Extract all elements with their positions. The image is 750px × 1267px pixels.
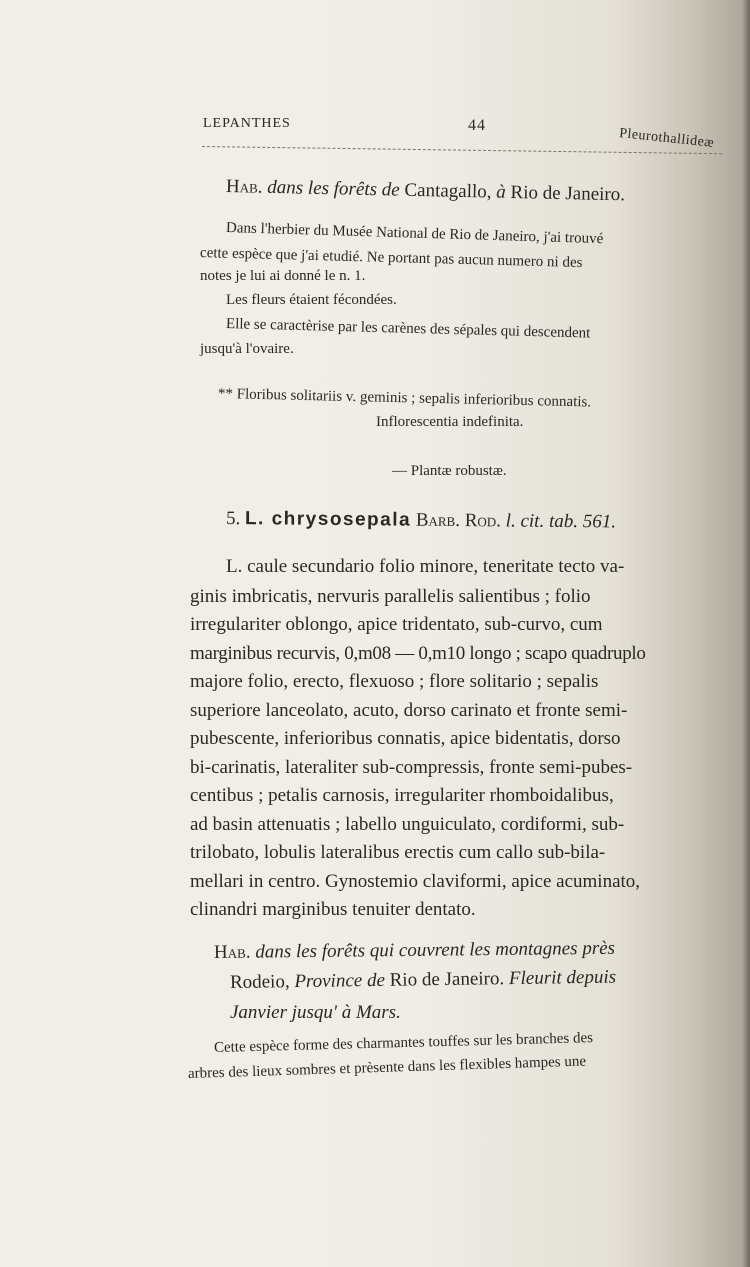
hab-label: Hab. (225, 176, 263, 198)
note-line: jusqu'à l'ovaire. (200, 341, 294, 357)
hab-place: Cantagallo, (404, 179, 492, 203)
header-rule (202, 146, 722, 154)
hab-label: Hab. (213, 941, 251, 963)
note-line: Cette espèce forme des charmantes touffes sur les branches des (213, 1030, 594, 1056)
species-name: L. chrysosepala (244, 508, 412, 531)
description-line: superiore lanceolato, acuto, dorso carinato et fronte semi- (190, 700, 628, 721)
habitat-line-4: Janvier jusqu' à Mars. (230, 1002, 401, 1023)
description-line: ginis imbricatis, nervuris parallelis salientibus ; folio (190, 586, 591, 607)
hab-a: à (496, 181, 506, 203)
habitat-line-2 (214, 938, 615, 964)
group-diagnosis-3: — Plantæ robustæ. (392, 463, 507, 479)
note-line: notes je lui ai donné le n. 1. (200, 268, 366, 284)
description-line: clinandri marginibus tenuiter dentato. (190, 899, 476, 920)
hab-place: Rodeio, (229, 971, 290, 993)
note-line: Elle se caractèrise par les carènes des sépales qui descendent (225, 316, 591, 342)
description-line: bi-carinatis, lateraliter sub-compressis, fronte semi-pubes- (190, 757, 633, 778)
description-line: mellari in centro. Gynostemio claviformi, apice acuminato, (190, 871, 641, 892)
species-number: 5. (225, 508, 241, 530)
book-gutter-shadow (742, 0, 750, 1267)
running-head-genus: LEPANTHES (203, 116, 291, 131)
note-line: Les fleurs étaient fécondées. (226, 292, 397, 308)
hab-flowering: Fleurit depuis (508, 966, 617, 990)
group-diagnosis: ** Floribus solitariis v. geminis ; sepalis inferioribus connatis. (217, 386, 592, 411)
species-reference: l. cit. tab. 561. (505, 510, 617, 533)
description-line: irregulariter oblongo, apice tridentato, sub-curvo, cum (190, 614, 603, 635)
page-number: 44 (468, 117, 486, 134)
note-line: cette espèce que j'ai etudié. Ne portant pas aucun numero ni des (199, 245, 583, 272)
habitat-line-3 (230, 967, 616, 994)
note-line: arbres des lieux sombres et prèsente dans les flexibles hampes une (187, 1053, 587, 1082)
description-line: trilobato, lobulis lateralibus erectis cum callo sub-bila- (190, 842, 606, 863)
description-line: pubescente, inferioribus connatis, apice bidentatis, dorso (190, 728, 621, 749)
species-heading (226, 508, 616, 533)
note-line: Dans l'herbier du Musée National de Rio de Janeiro, j'ai trouvé (225, 220, 604, 248)
group-diagnosis-2: Inflorescentia indefinita. (376, 414, 524, 430)
description-line: majore folio, erecto, flexuoso ; flore solitario ; sepalis (190, 671, 599, 692)
description-line: marginibus recurvis, 0,m08 — 0,m10 longo ; scapo quadruplo (190, 643, 646, 664)
description-line: ad basin attenuatis ; labello unguiculato, cordiformi, sub- (190, 814, 625, 835)
habitat-line (226, 176, 625, 206)
species-author: Barb. Rod. (415, 509, 502, 532)
hab-place-end: Rio de Janeiro. (510, 181, 626, 206)
running-head-family: Pleurothallideæ (618, 126, 715, 151)
hab-place-2: Rio de Janeiro. (389, 968, 505, 991)
description-line: L. caule secundario folio minore, teneritate tecto va- (226, 556, 625, 577)
hab-province: Province de (294, 969, 386, 993)
hab-text-italic: dans les forêts qui couvrent les montagnes près (255, 937, 616, 963)
hab-text-italic: dans les forêts de (267, 176, 400, 201)
description-line: centibus ; petalis carnosis, irregulariter rhomboidalibus, (190, 785, 614, 806)
